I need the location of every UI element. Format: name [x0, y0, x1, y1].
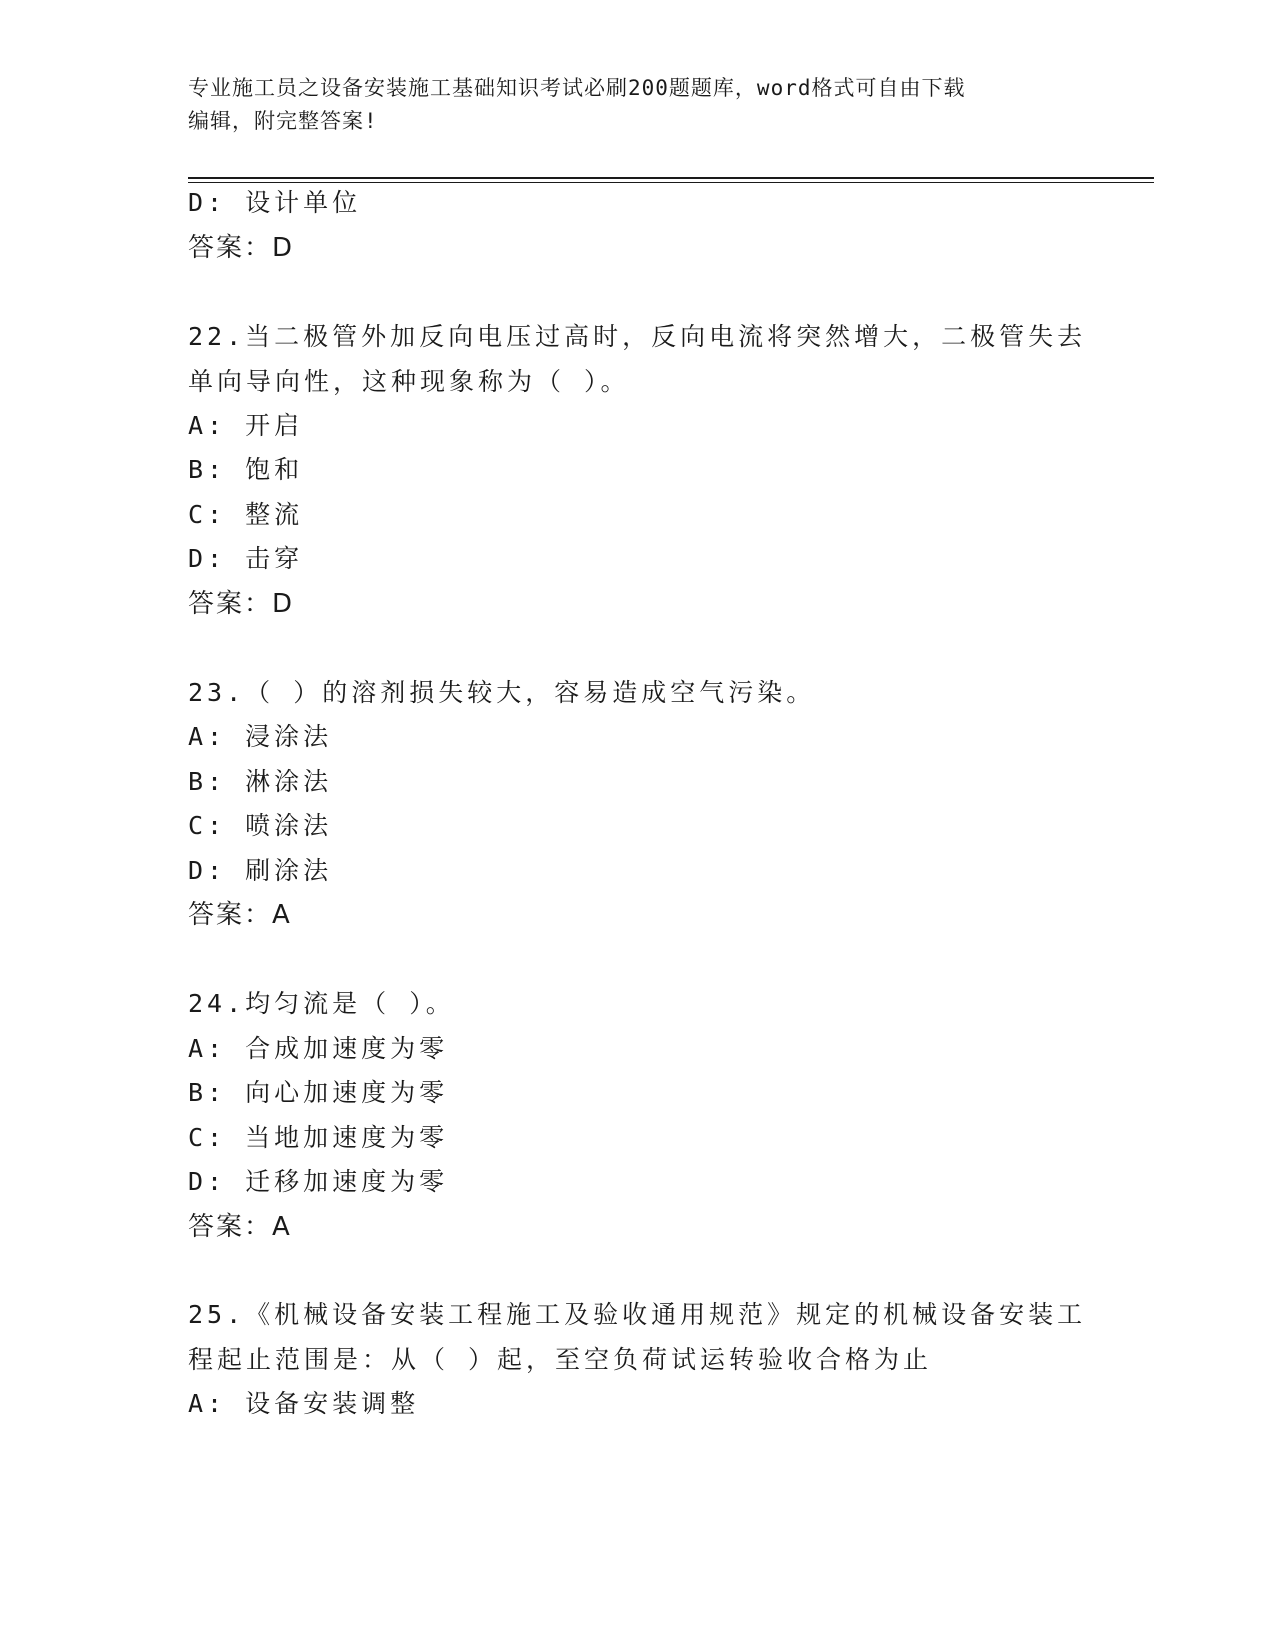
- q24-answer: 答案：A: [188, 1212, 292, 1242]
- q23-option-c: C: 喷涂法: [188, 811, 333, 840]
- document-header: [188, 72, 1088, 138]
- header-divider-thin: [188, 182, 1154, 183]
- q25-option-a: A: 设备安装调整: [188, 1389, 420, 1418]
- q23-stem-line-1: 23.（ ）的溶剂损失较大，容易造成空气污染。: [188, 678, 816, 707]
- q24-option-a: A: 合成加速度为零: [188, 1034, 449, 1063]
- q24-option-d: D: 迁移加速度为零: [188, 1167, 449, 1196]
- header-divider-thick: [188, 177, 1154, 179]
- header-title-line-1: 专业施工员之设备安装施工基础知识考试必刷200题题库，word格式可自由下载: [188, 76, 966, 100]
- q22-stem-line-2: 单向导向性，这种现象称为（ ）。: [188, 367, 630, 396]
- q23-answer: 答案：A: [188, 900, 292, 930]
- q21-option-d: D: 设计单位: [188, 188, 362, 217]
- q25-stem-line-1: 25.《机械设备安装工程施工及验收通用规范》规定的机械设备安装工: [188, 1300, 1087, 1329]
- q22-option-c: C: 整流: [188, 500, 304, 529]
- header-title-line-2: 编辑，附完整答案!: [188, 109, 378, 133]
- q23-option-a: A: 浸涂法: [188, 722, 333, 751]
- q25-stem-line-2: 程起止范围是：从（ ）起，至空负荷试运转验收合格为止: [188, 1345, 933, 1374]
- q23-option-b: B: 淋涂法: [188, 767, 333, 796]
- q24-option-c: C: 当地加速度为零: [188, 1123, 449, 1152]
- q22-option-b: B: 饱和: [188, 455, 304, 484]
- q22-option-a: A: 开启: [188, 411, 304, 440]
- q22-answer: 答案：D: [188, 589, 295, 619]
- q22-stem-line-1: 22.当二极管外加反向电压过高时，反向电流将突然增大，二极管失去: [188, 322, 1087, 351]
- q21-answer: 答案：D: [188, 233, 295, 263]
- q24-option-b: B: 向心加速度为零: [188, 1078, 449, 1107]
- q24-stem-line-1: 24.均匀流是（ ）。: [188, 989, 455, 1018]
- q22-option-d: D: 击穿: [188, 544, 304, 573]
- q23-option-d: D: 刷涂法: [188, 856, 333, 885]
